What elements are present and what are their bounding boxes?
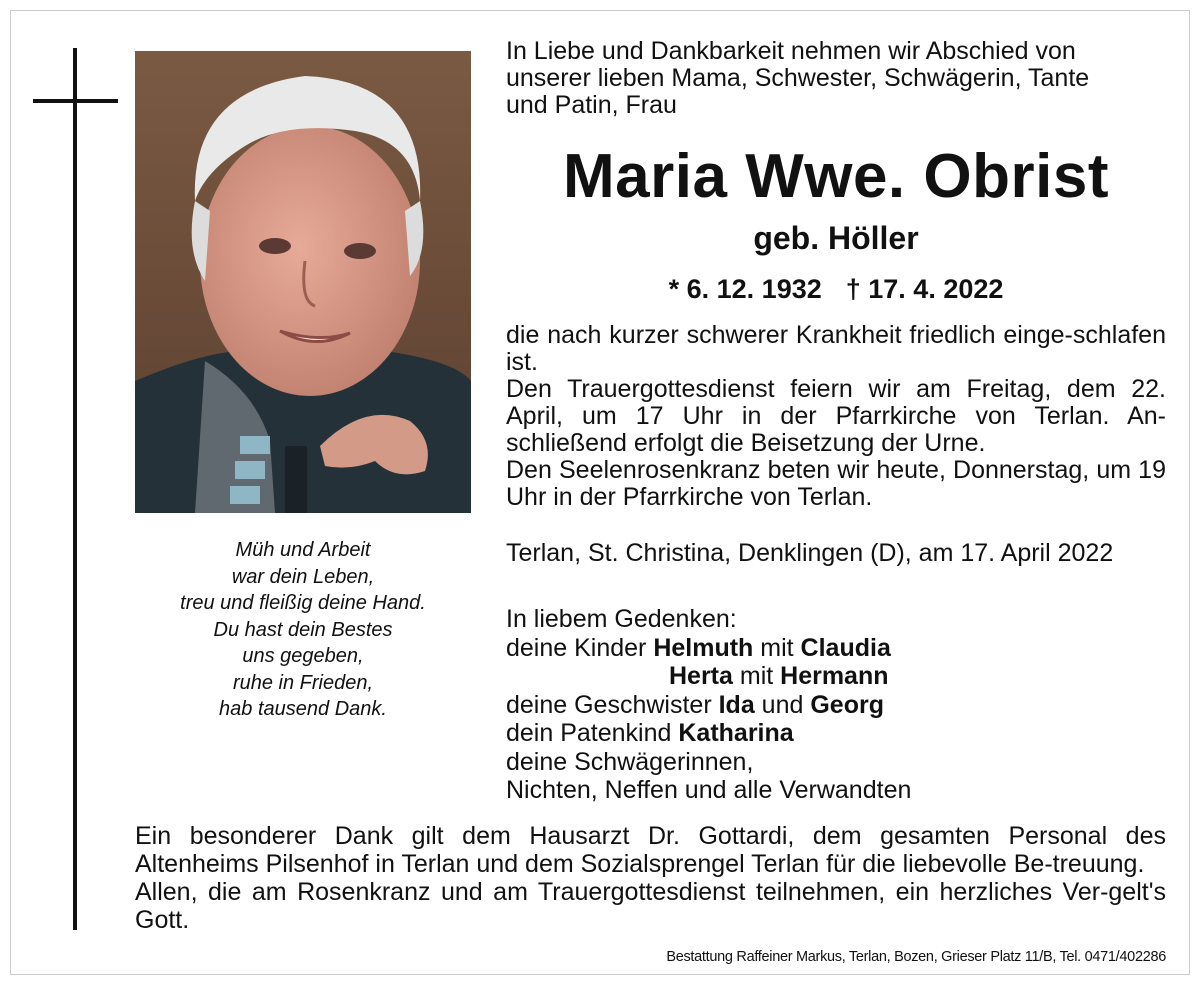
maiden-name: geb. Höller	[753, 220, 919, 256]
godchild-name: Katharina	[678, 719, 794, 747]
sisters-in-law-row: deine Schwägerinnen,	[506, 747, 754, 776]
partner-name: Claudia	[800, 633, 891, 662]
children-row	[506, 634, 1166, 663]
thanks-text	[135, 822, 1166, 934]
poem-line: hab tausend Dank.	[219, 698, 387, 720]
siblings-prefix: deine Geschwister	[506, 690, 719, 719]
announcement-body	[506, 322, 1166, 511]
intro-line: und Patin, Frau	[506, 91, 677, 119]
children-row	[506, 662, 1166, 691]
child-name: Helmuth	[653, 633, 754, 662]
portrait-photo	[135, 51, 471, 513]
death-date: † 17. 4. 2022	[845, 274, 1004, 304]
poem-line: uns gegeben,	[242, 645, 364, 667]
with-text: mit	[753, 633, 801, 662]
intro-line: In Liebe und Dankbarkeit nehmen wir Abschied von	[506, 37, 1076, 65]
body-paragraph: die nach kurzer schwerer Krankheit friedlich einge-schlafen ist.	[506, 321, 1166, 376]
cross-icon-vertical	[73, 48, 77, 930]
partner-name: Hermann	[780, 662, 889, 690]
place-date: Terlan, St. Christina, Denklingen (D), am 17. April 2022	[506, 539, 1114, 567]
poem-line: ruhe in Frieden,	[232, 671, 374, 694]
sibling-name: Georg	[810, 690, 884, 719]
body-paragraph: Den Seelenrosenkranz beten wir heute, Donnerstag, um 19 Uhr in der Pfarrkirche von Terlan.	[506, 456, 1166, 511]
poem-line: Du hast dein Bestes	[213, 618, 393, 641]
poem-line: war dein Leben,	[231, 565, 375, 588]
deceased-name: Maria Wwe. Obrist	[563, 142, 1109, 211]
body-paragraph: Den Trauergottesdienst feiern wir am Freitag, dem 22. April, um 17 Uhr in der Pfarrkirche von Terlan. An-schließend erfolgt die Beisetzung der Urne.	[506, 375, 1166, 457]
relatives-row: Nichten, Neffen und alle Verwandten	[506, 776, 912, 804]
child-name: Herta	[669, 662, 733, 690]
poem-line: Müh und Arbeit	[235, 539, 371, 561]
undertaker-info: Bestattung Raffeiner Markus, Terlan, Bozen, Grieser Platz 11/B, Tel. 0471/402286	[666, 949, 1166, 965]
portrait-photo-icon	[135, 51, 471, 513]
children-prefix: deine Kinder	[506, 633, 654, 662]
poem	[135, 537, 471, 723]
intro-text	[506, 38, 1166, 119]
sibling-name: Ida	[718, 690, 755, 719]
siblings-row	[506, 691, 1166, 720]
life-dates	[506, 272, 1166, 306]
cross-icon-horizontal	[33, 99, 118, 103]
and-text: und	[754, 690, 811, 719]
thanks-paragraph: Ein besonderer Dank gilt dem Hausarzt Dr. Gottardi, dem gesamten Personal des Altenheims Pilsenhof in Terlan und dem Sozialsprengel Terlan für die liebevolle Be-treuung.	[135, 822, 1166, 878]
godchild-row	[506, 719, 1166, 748]
memorial-list	[506, 605, 1166, 805]
memorial-heading: In liebem Gedenken:	[506, 605, 737, 633]
birth-date: * 6. 12. 1932	[668, 274, 822, 304]
godchild-prefix: dein Patenkind	[506, 719, 679, 747]
thanks-paragraph: Allen, die am Rosenkranz und am Trauergottesdienst teilnehmen, ein herzliches Ver-gelt's Gott.	[135, 878, 1166, 934]
with-text: mit	[732, 662, 781, 690]
poem-line: treu und fleißig deine Hand.	[180, 592, 426, 614]
intro-line: unserer lieben Mama, Schwester, Schwägerin, Tante	[506, 64, 1090, 92]
